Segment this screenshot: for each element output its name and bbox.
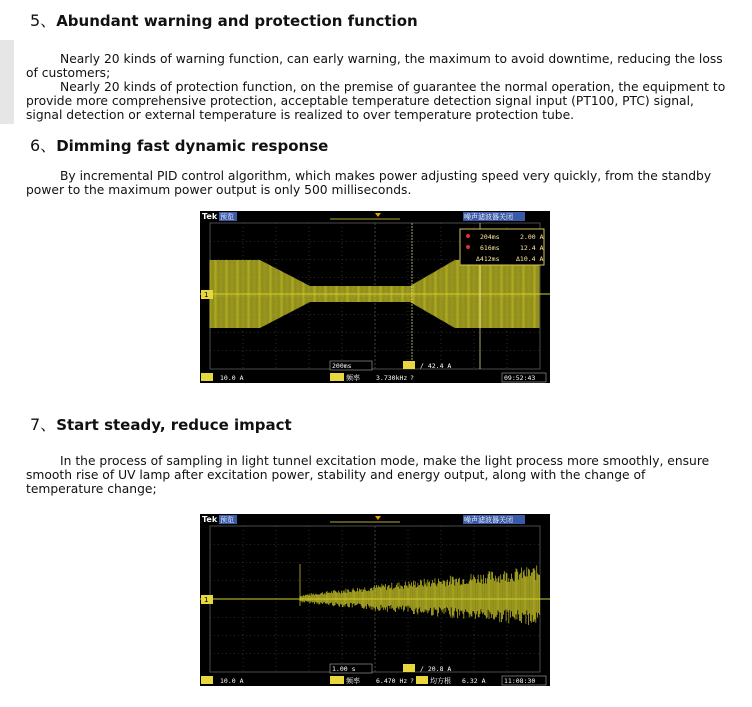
filter-status: 噪声滤波器关闭 <box>464 213 513 221</box>
cursor-b-time: 616ms <box>480 244 500 252</box>
freq-ch-badge <box>330 373 344 381</box>
oscilloscope-screenshot-1 <box>200 211 550 383</box>
scope-mode: 预览 <box>220 516 234 524</box>
left-accent-bar <box>0 40 14 124</box>
freq-value: 6.470 Hz <box>376 677 408 685</box>
section-6-body <box>26 169 726 197</box>
freq-flag: ? <box>410 374 414 382</box>
channel-scale: 10.0 A <box>220 677 244 685</box>
clock-time: 09:52:43 <box>504 374 536 382</box>
cursor-a-value: 2.00 A <box>520 233 544 241</box>
section-7-title: Start steady, reduce impact <box>56 416 292 434</box>
channel-1-marker-label: 1 <box>204 291 209 299</box>
timebase: 1.00 s <box>332 665 356 673</box>
channel-scale: 10.0 A <box>220 374 244 382</box>
section-5-title: Abundant warning and protection function <box>56 12 418 30</box>
section-5-number: 5、 <box>30 11 57 30</box>
freq-label: 频率 <box>346 677 360 685</box>
section-7-heading <box>30 412 292 435</box>
section-6-paragraph-1: By incremental PID control algorithm, which makes power adjusting speed very quickly, from the standby power to the maximum power output is only 500 milliseconds. <box>26 169 712 197</box>
cursor-b-icon <box>466 245 470 249</box>
rms-label: 均方根 <box>430 677 451 685</box>
trigger-ch-badge <box>403 664 415 672</box>
section-7-number: 7、 <box>30 415 57 434</box>
section-6-heading <box>30 133 328 156</box>
scope-brand: Tek <box>202 515 218 524</box>
trigger-position-marker <box>375 516 381 520</box>
freq-flag: ? <box>410 677 414 685</box>
clock-time: 11:08:30 <box>504 677 536 685</box>
scope-mode: 预览 <box>220 213 234 221</box>
rms-value: 6.32 A <box>462 677 486 685</box>
channel-1-marker-label: 1 <box>204 596 209 604</box>
freq-value: 3.730kHz <box>376 374 408 382</box>
cursor-b-value: 12.4 A <box>520 244 544 252</box>
cursor-delta-time: Δ412ms <box>476 255 500 263</box>
freq-ch-badge <box>330 676 344 684</box>
section-5-paragraph-1: Nearly 20 kinds of warning function, can early warning, the maximum to avoid downtime, reducing the loss of customers; <box>26 52 723 80</box>
cursor-delta-value: Δ10.4 A <box>516 255 544 263</box>
trigger-position-marker <box>375 213 381 217</box>
waveform-trace <box>200 522 550 625</box>
status-bar <box>200 371 550 383</box>
trigger-ch-badge <box>403 361 415 369</box>
section-7-body <box>26 454 726 496</box>
section-5-body <box>26 52 726 122</box>
cursor-a-time: 204ms <box>480 233 500 241</box>
ch1-badge <box>201 676 213 684</box>
timebase: 200ms <box>332 362 352 370</box>
section-7-paragraph-1: In the process of sampling in light tunnel excitation mode, make the light process more smoothly, ensure smooth rise of UV lamp after excitation power, stability and energy output, along with the change of temperature change; <box>26 454 710 496</box>
trigger-level: ∕ 20.8 A <box>420 665 452 673</box>
filter-status: 噪声滤波器关闭 <box>464 516 513 524</box>
section-6-number: 6、 <box>30 136 57 155</box>
ch1-badge <box>201 373 213 381</box>
section-5-paragraph-2: Nearly 20 kinds of protection function, on the premise of guarantee the normal operation, the equipment to provide more comprehensive protection, acceptable temperature detection signal input (PT100, PTC) signal, signal detection or external temperature is realized to over temperature protection tube. <box>26 80 726 122</box>
cursor-a-icon <box>466 234 470 238</box>
rms-ch-badge <box>416 676 428 684</box>
scope-brand: Tek <box>202 212 218 221</box>
status-bar <box>200 674 550 686</box>
section-6-title: Dimming fast dynamic response <box>56 137 329 155</box>
freq-label: 频率 <box>346 374 360 382</box>
oscilloscope-screenshot-2 <box>200 514 550 686</box>
section-5-heading <box>30 8 418 31</box>
trigger-level: ∕ 42.4 A <box>420 362 452 370</box>
